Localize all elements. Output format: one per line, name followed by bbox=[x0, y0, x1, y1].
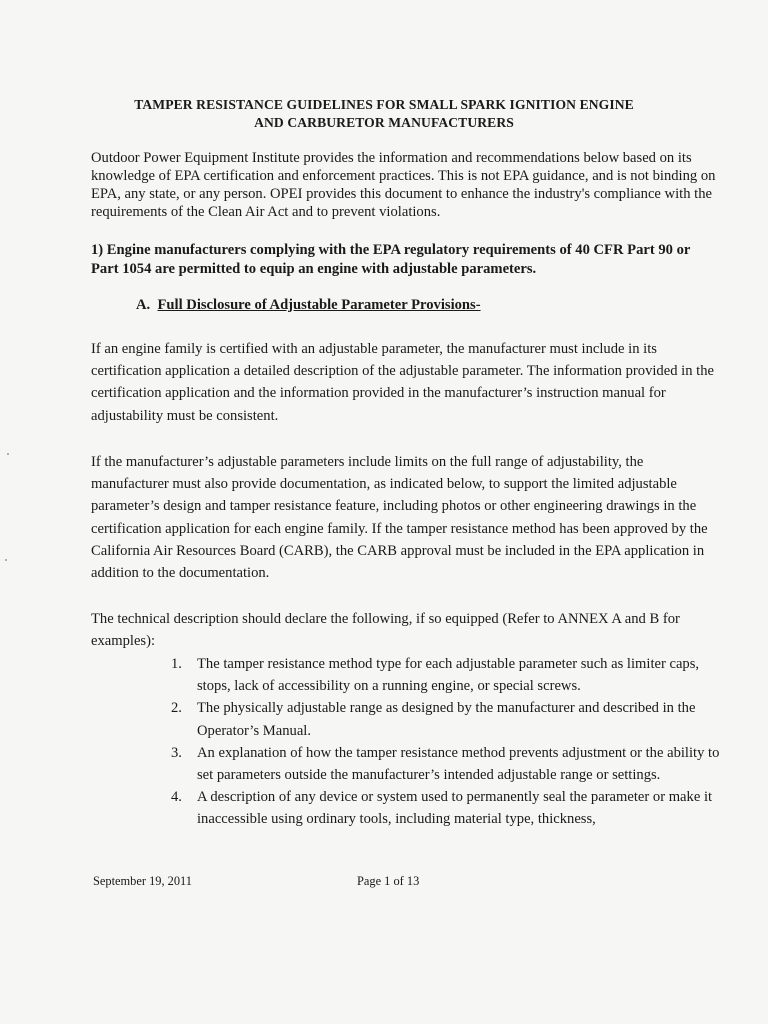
list-item-number: 1. bbox=[171, 656, 182, 672]
paragraph-documentation: If the manufacturer’s adjustable parameters include limits on the full range of adjustability, the manufacturer must also provide documentation, as indicated below, to support the limited adjustable parameter’s design and tamper resistance feature, including photos or other engineering drawings in the certification application for each engine family. If the tamper resistance method has been approved by the California Air Resources Board (CARB), the CARB approval must be included in the EPA application in addition to the documentation. bbox=[91, 454, 708, 582]
list-item-text: The physically adjustable range as designed by the manufacturer and described in the Operator’s Manual. bbox=[197, 700, 696, 739]
list-item-text: An explanation of how the tamper resistance method prevents adjustment or the ability to set parameters outside the manufacturer’s intended adjustable range or settings. bbox=[197, 744, 720, 784]
scan-speck bbox=[5, 559, 7, 561]
document-title bbox=[60, 96, 708, 132]
list-item-number: 3. bbox=[171, 744, 182, 761]
list-item-text: The tamper resistance method type for each adjustable parameter such as limiter caps, stops, lack of accessibility on a running engine, or special screws. bbox=[197, 656, 700, 695]
intro-paragraph: Outdoor Power Equipment Institute provides the information and recommendations below based on its knowledge of EPA certification and enforcement practices. This is not EPA guidance, and is not binding on EPA, any state, or any person. OPEI provides this document to enhance the industry's compliance with the requirements of the Clean Air Act and to prevent violations. bbox=[91, 150, 716, 220]
list-item bbox=[171, 786, 723, 830]
subsection-a-title: Full Disclosure of Adjustable Parameter Provisions- bbox=[157, 297, 481, 313]
subsection-a-letter: A. bbox=[136, 297, 151, 313]
list-item bbox=[171, 653, 723, 697]
paragraph-adjustable-parameter: If an engine family is certified with an adjustable parameter, the manufacturer must include in its certification application a detailed description of the adjustable parameter. The information provided in the certification application and the information provided in the manufacturer’s instruction manual for adjustability must be consistent. bbox=[91, 341, 714, 424]
scan-speck bbox=[7, 453, 9, 455]
list-item-number: 4. bbox=[171, 789, 182, 806]
list-item bbox=[171, 742, 723, 786]
list-item-text: A description of any device or system used to permanently seal the parameter or make it inaccessible using ordinary tools, including material type, thickness, bbox=[197, 789, 713, 828]
subsection-a-heading bbox=[136, 296, 481, 314]
section-1-heading: 1) Engine manufacturers complying with the EPA regulatory requirements of 40 CFR Part 90 or Part 1054 are permitted to equip an engine with adjustable parameters. bbox=[91, 242, 691, 277]
footer-page-number: Page 1 of 13 bbox=[357, 874, 420, 888]
footer-date: September 19, 2011 bbox=[93, 874, 192, 888]
declaration-list bbox=[171, 653, 723, 831]
list-item bbox=[171, 697, 723, 741]
title-line-1: TAMPER RESISTANCE GUIDELINES FOR SMALL SPARK IGNITION ENGINE bbox=[134, 97, 634, 112]
paragraph-technical-description: The technical description should declare the following, if so equipped (Refer to ANNEX A and B for examples): bbox=[91, 611, 680, 650]
title-line-2: AND CARBURETOR MANUFACTURERS bbox=[254, 115, 514, 130]
list-item-number: 2. bbox=[171, 700, 182, 717]
